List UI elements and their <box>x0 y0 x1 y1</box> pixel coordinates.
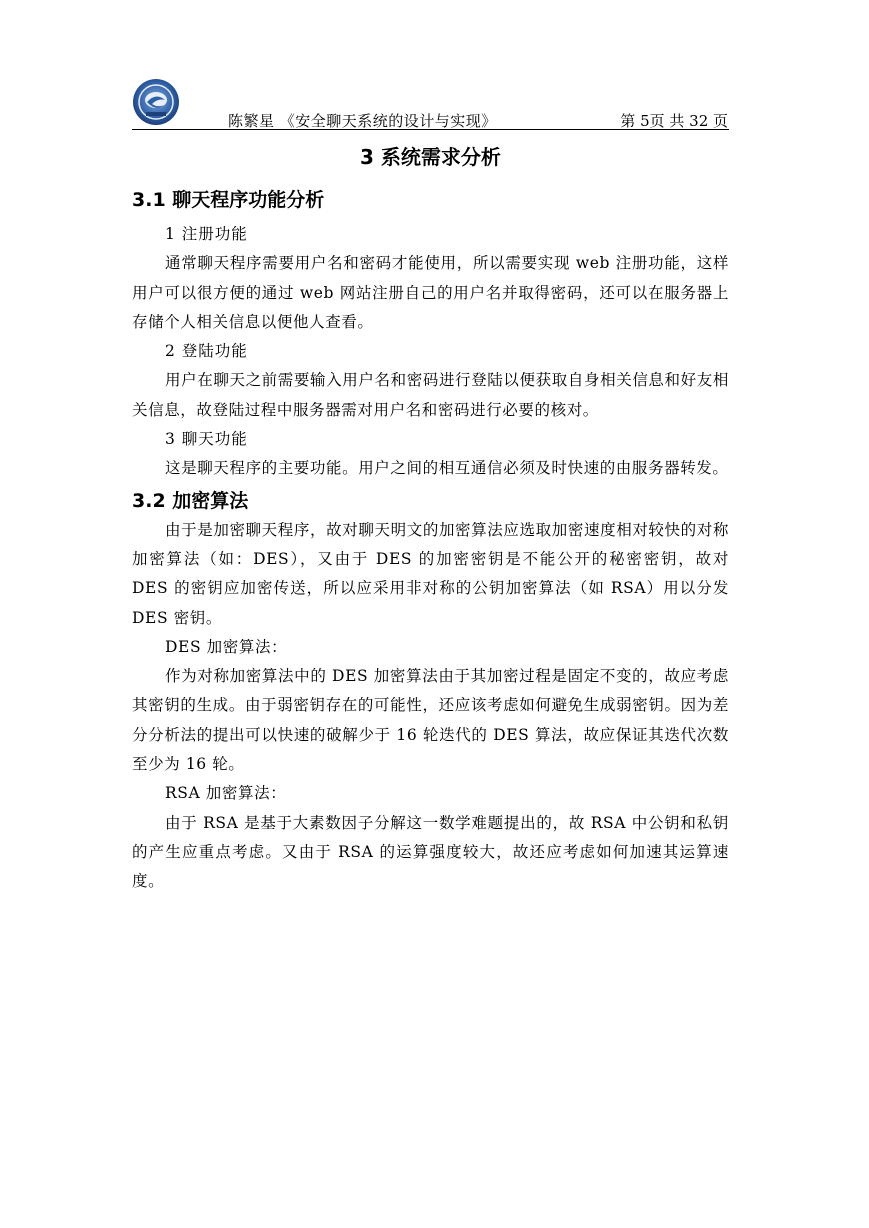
paragraph-encryption-intro: 由于是加密聊天程序，故对聊天明文的加密算法应选取加密速度相对较快的对称加密算法（如：DES），又由于 DES 的加密密钥是不能公开的秘密密钥，故对 DES 的密钥应加密传送，所以应采用非对称的公钥加密算法（如 RSA）用以分发 DES 密钥。 <box>132 520 729 627</box>
university-seal-icon <box>132 78 180 126</box>
paragraph-register: 通常聊天程序需要用户名和密码才能使用，所以需要实现 web 注册功能，这样用户可以很方便的通过 web 网站注册自己的用户名并取得密码，还可以在服务器上存储个人相关信息以便他人查看。 <box>132 254 729 331</box>
section-title-chat-functions: 3.1 聊天程序功能分析 <box>132 189 325 211</box>
paragraph-chat: 这是聊天程序的主要功能。用户之间的相互通信必须及时快速的由服务器转发。 <box>165 459 729 478</box>
paragraph-login: 用户在聊天之前需要输入用户名和密码进行登陆以便获取自身相关信息和好友相关信息，故登陆过程中服务器需对用户名和密码进行必要的核对。 <box>132 371 729 419</box>
paragraph-des: 作为对称加密算法中的 DES 加密算法由于其加密过程是固定不变的，故应考虑其密钥的生成。由于弱密钥存在的可能性，还应该考虑如何避免生成弱密钥。因为差分分析法的提出可以快速的破解少于 16 轮迭代的 DES 算法，故应保证其迭代次数至少为 16 轮。 <box>132 667 729 774</box>
item-label-login: 2 登陆功能 <box>165 342 248 361</box>
label-des: DES 加密算法： <box>165 637 288 656</box>
section-title-encryption: 3.2 加密算法 <box>132 489 249 512</box>
document-body <box>132 140 729 897</box>
header-author-title: 陈繁星 《安全聊天系统的设计与实现》 <box>228 112 497 130</box>
paragraph-rsa: 由于 RSA 是基于大素数因子分解这一数学难题提出的，故 RSA 中公钥和私钥的产生应重点考虑。又由于 RSA 的运算强度较大，故还应考虑如何加速其运算速度。 <box>132 813 729 891</box>
chapter-title: 3 系统需求分析 <box>360 145 501 169</box>
header-page-number: 第 5页 共 32 页 <box>620 112 728 130</box>
header-divider <box>132 129 729 130</box>
item-label-register: 1 注册功能 <box>165 225 248 243</box>
label-rsa: RSA 加密算法： <box>165 784 287 803</box>
item-label-chat: 3 聊天功能 <box>165 430 248 449</box>
